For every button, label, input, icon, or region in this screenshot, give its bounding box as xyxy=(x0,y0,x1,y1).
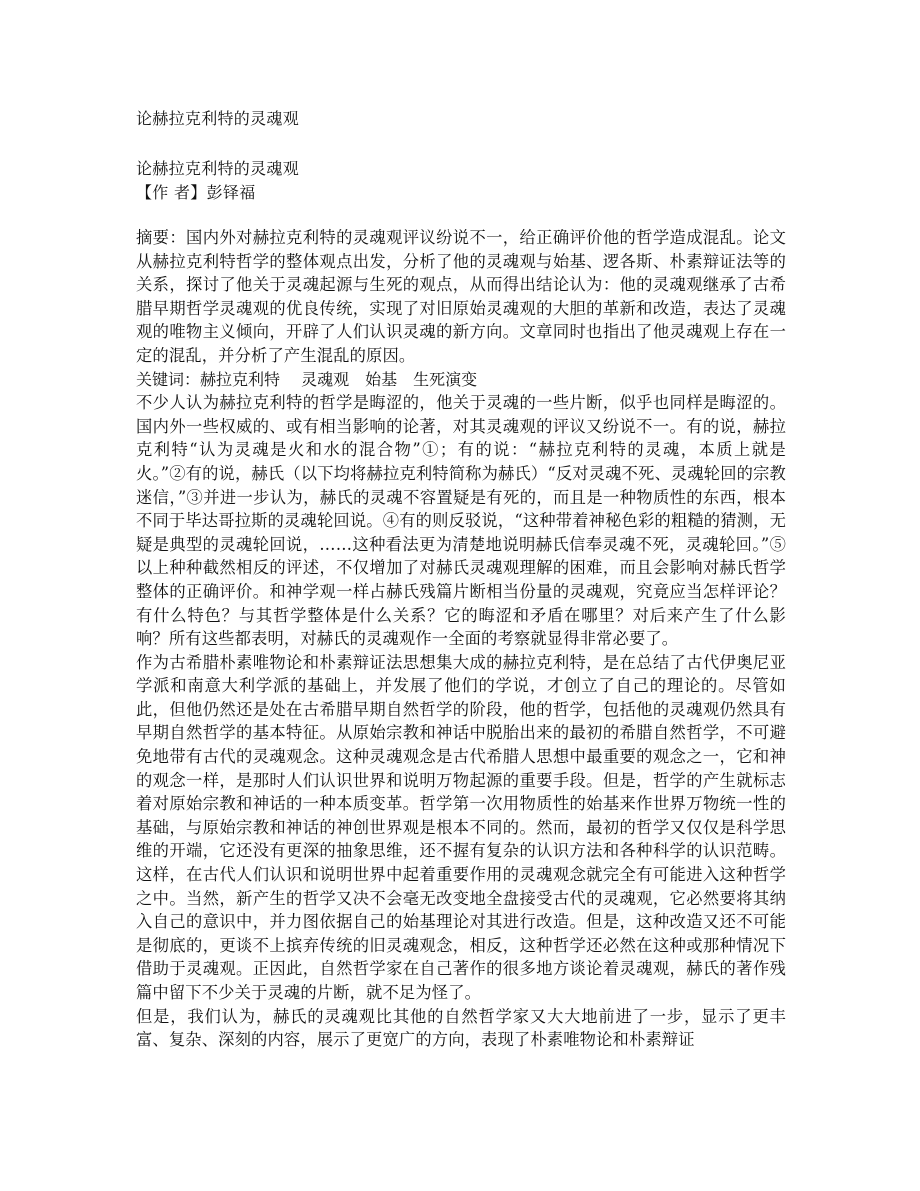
document-header-title: 论赫拉克利特的灵魂观 xyxy=(136,109,300,128)
keywords-line: 关键词：赫拉克利特 灵魂观 始基 生死演变 xyxy=(136,369,478,389)
body-paragraph-1: 不少人认为赫拉克利特的哲学是晦涩的，他关于灵魂的一些片断，似乎也同样是晦涩的。国内外一些权威的、或有相当影响的论著，对其灵魂观的评议又纷说不一。有的说，赫拉克利特“认为灵魂是火和水的混合物”①；有的说：“赫拉克利特的灵魂，本质上就是火。”②有的说，赫氏（以下均将赫拉克利特简称为赫氏）“反对灵魂不死、灵魂轮回的宗教迷信，”③并进一步认为，赫氏的灵魂不容置疑是有死的，而且是一种物质性的东西，根本不同于毕达哥拉斯的灵魂轮回说。④有的则反驳说，“这种带着神秘色彩的粗糙的猜测，无疑是典型的灵魂轮回说，……这种看法更为清楚地说明赫氏信奉灵魂不死，灵魂轮回。”⑤以上种种截然相反的评述，不仅增加了对赫氏灵魂观理解的困难，而且会影响对赫氏哲学整体的正确评价。和神学观一样占赫氏残篇片断相当份量的灵魂观，究竟应当怎样评论？有什么特色？与其哲学整体是什么关系？它的晦涩和矛盾在哪里？对后来产生了什么影响？所有这些都表明，对赫氏的灵魂观作一全面的考察就显得非常必要了。 xyxy=(136,393,786,649)
author-line xyxy=(136,182,786,204)
author-label: 【作 者】 xyxy=(136,183,207,202)
author-name: 彭铎福 xyxy=(206,183,256,202)
article-body xyxy=(136,226,786,1052)
abstract-paragraph: 摘要：国内外对赫拉克利特的灵魂观评议纷说不一，给正确评价他的哲学造成混乱。论文从赫拉克利特哲学的整体观点出发，分析了他的灵魂观与始基、逻各斯、朴素辩证法等的关系，探讨了他关于灵魂起源与生死的观点，从而得出结论认为：他的灵魂观继承了古希腊早期哲学灵魂观的优良传统，实现了对旧原始灵魂观的大胆的革新和改造，表达了灵魂观的唯物主义倾向，开辟了人们认识灵魂的新方向。文章同时也指出了他灵魂观上存在一定的混乱，并分析了产生混乱的原因。 xyxy=(136,228,786,365)
article-title: 论赫拉克利特的灵魂观 xyxy=(136,159,300,178)
body-paragraph-2: 作为古希腊朴素唯物论和朴素辩证法思想集大成的赫拉克利特，是在总结了古代伊奥尼亚学派和南意大利学派的基础上，并发展了他们的学说，才创立了自己的理论的。尽管如此，但他仍然还是处在古希腊早期自然哲学的阶段，他的哲学，包括他的灵魂观仍然具有早期自然哲学的基本特征。从原始宗教和神话中脱胎出来的最初的希腊自然哲学，不可避免地带有古代的灵魂观念。这种灵魂观念是古代希腊人思想中最重要的观念之一，它和神的观念一样，是那时人们认识世界和说明万物起源的重要手段。但是，哲学的产生就标志着对原始宗教和神话的一种本质变革。哲学第一次用物质性的始基来作世界万物统一性的基础，与原始宗教和神话的神创世界观是根本不同的。然而，最初的哲学又仅仅是科学思维的开端，它还没有更深的抽象思维，还不握有复杂的认识方法和各种科学的认识范畴。这样，在古代人们认识和说明世界中起着重要作用的灵魂观念就完全有可能进入这种哲学之中。当然，新产生的哲学又决不会毫无改变地全盘接受古代的灵魂观，它必然要将其纳入自己的意识中，并力图依据自己的始基理论对其进行改造。但是，这种改造又还不可能是彻底的，更谈不上摈弃传统的旧灵魂观念，相反，这种哲学还必然在这种或那种情况下借助于灵魂观。正因此，自然哲学家在自己著作的很多地方谈论着灵魂观，赫氏的著作残篇中留下不少关于灵魂的片断，就不足为怪了。 xyxy=(136,652,786,1002)
document-page xyxy=(136,108,786,1052)
body-paragraph-3: 但是，我们认为，赫氏的灵魂观比其他的自然哲学家又大大地前进了一步，显示了更丰富、复杂、深刻的内容，展示了更宽广的方向，表现了朴素唯物论和朴素辩证 xyxy=(136,1006,786,1050)
